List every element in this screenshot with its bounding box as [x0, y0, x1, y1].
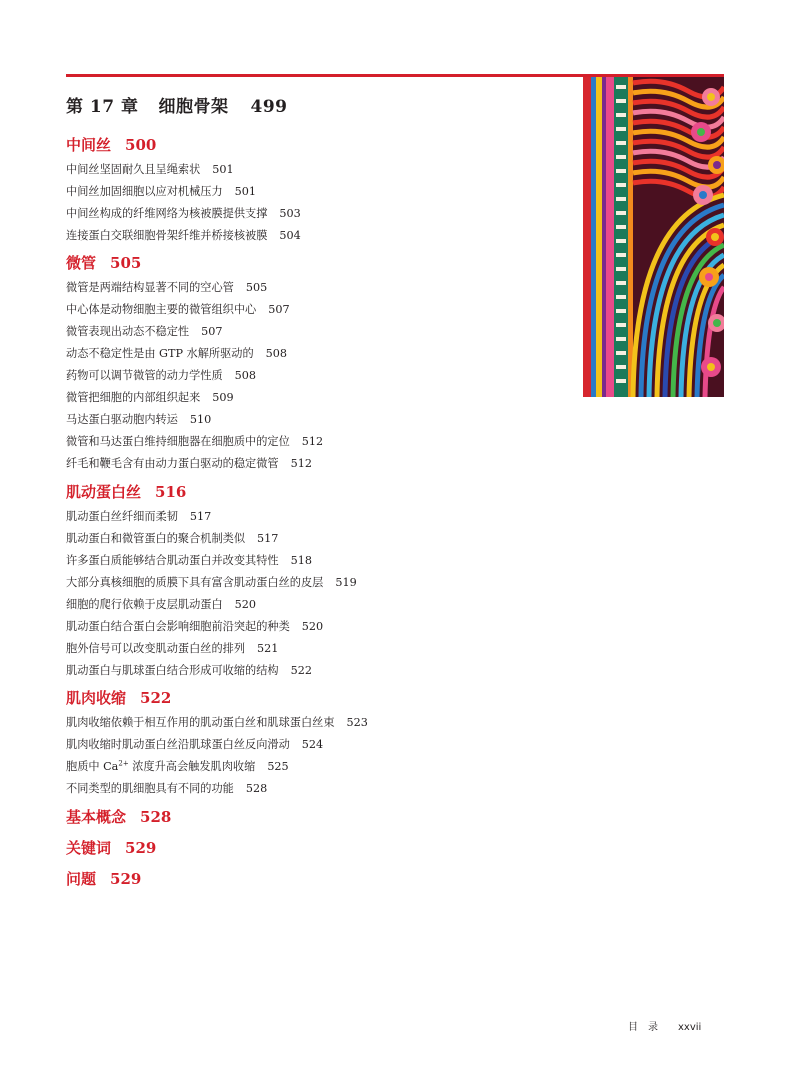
entry-text: 肌动蛋白与肌球蛋白结合形成可收缩的结构: [66, 664, 279, 677]
toc-section[interactable]: [66, 252, 141, 273]
entry-page: 510: [189, 413, 212, 426]
entry-superscript: 2+: [118, 759, 129, 768]
entry-text: 纤毛和鞭毛含有由动力蛋白驱动的稳定微管: [66, 457, 279, 470]
entry-text: 许多蛋白质能够结合肌动蛋白并改变其特性: [66, 554, 279, 567]
section-page: 529: [125, 839, 157, 857]
toc-entry[interactable]: [66, 552, 312, 568]
toc-entry[interactable]: [66, 736, 323, 752]
entry-text: 马达蛋白驱动胞内转运: [66, 413, 178, 426]
section-title: 问题: [66, 870, 97, 888]
entry-text: 肌动蛋白结合蛋白会影响细胞前沿突起的种类: [66, 620, 290, 633]
toc-entry[interactable]: [66, 205, 301, 221]
entry-page: 508: [234, 369, 256, 382]
toc-entry[interactable]: [66, 780, 267, 796]
entry-page: 512: [301, 435, 324, 448]
entry-page: 504: [279, 229, 301, 242]
toc-entry[interactable]: [66, 323, 222, 339]
entry-page: 509: [212, 391, 234, 404]
entry-page: 517: [257, 532, 279, 545]
entry-text: 中间丝加固细胞以应对机械压力: [66, 185, 223, 198]
entry-text: 药物可以调节微管的动力学性质: [66, 369, 223, 382]
footer-page-number: xxvii: [678, 1022, 702, 1033]
toc-entry[interactable]: [66, 640, 278, 656]
section-page: 516: [155, 483, 187, 501]
page-footer: [628, 1018, 701, 1033]
toc-section[interactable]: [66, 837, 156, 858]
entry-page: 519: [335, 576, 357, 589]
entry-page: 501: [234, 185, 256, 198]
section-page: 528: [140, 808, 172, 826]
chapter-title: 细胞骨架: [158, 97, 229, 117]
section-title: 中间丝: [66, 136, 112, 154]
toc-entry[interactable]: [66, 279, 267, 295]
entry-page: 505: [245, 281, 268, 294]
entry-page: 520: [234, 598, 256, 611]
chapter-label: 第 17 章: [66, 97, 139, 117]
entry-page: 503: [279, 207, 301, 220]
toc-entry[interactable]: [66, 301, 290, 317]
entry-text: 浓度升高会触发肌肉收缩: [128, 760, 256, 773]
toc-entry[interactable]: [66, 389, 234, 405]
section-page: 522: [140, 689, 172, 707]
entry-text: 微管表现出动态不稳定性: [66, 325, 190, 338]
entry-text: 中心体是动物细胞主要的微管组织中心: [66, 303, 257, 316]
toc-entry[interactable]: [66, 433, 323, 449]
toc-entry[interactable]: [66, 367, 256, 383]
toc-section[interactable]: [66, 868, 141, 889]
entry-page: 522: [290, 664, 312, 677]
cover-artwork: [583, 77, 724, 397]
toc-entry[interactable]: [66, 758, 289, 774]
entry-page: 507: [201, 325, 223, 338]
entry-text: 胞质中 Ca: [66, 760, 119, 773]
entry-text: 微管是两端结构显著不同的空心管: [66, 281, 234, 294]
entry-page: 521: [257, 642, 279, 655]
section-title: 肌动蛋白丝: [66, 483, 142, 501]
toc-entry[interactable]: [66, 662, 312, 678]
entry-page: 520: [301, 620, 324, 633]
entry-text: 肌动蛋白丝纤细而柔韧: [66, 510, 178, 523]
toc-entry[interactable]: [66, 227, 301, 243]
entry-text: 中间丝构成的纤维网络为核被膜提供支撑: [66, 207, 268, 220]
entry-page: 524: [301, 738, 324, 751]
section-page: 500: [125, 136, 157, 154]
entry-page: 501: [212, 163, 234, 176]
chapter-page: 499: [250, 97, 288, 117]
entry-text: 大部分真核细胞的质膜下具有富含肌动蛋白丝的皮层: [66, 576, 324, 589]
entry-page: 528: [245, 782, 268, 795]
toc-entry[interactable]: [66, 618, 323, 634]
toc-entry[interactable]: [66, 596, 256, 612]
footer-label: 目 录: [628, 1022, 658, 1033]
toc-entry[interactable]: [66, 161, 234, 177]
toc-entry[interactable]: [66, 455, 312, 471]
toc-entry[interactable]: [66, 508, 211, 524]
toc-section[interactable]: [66, 687, 171, 708]
toc-entry[interactable]: [66, 411, 211, 427]
entry-page: 517: [189, 510, 212, 523]
entry-text: 微管把细胞的内部组织起来: [66, 391, 201, 404]
entry-text: 细胞的爬行依赖于皮层肌动蛋白: [66, 598, 223, 611]
toc-section[interactable]: [66, 806, 171, 827]
entry-page: 525: [267, 760, 289, 773]
toc-section[interactable]: [66, 481, 186, 502]
entry-text: 微管和马达蛋白维持细胞器在细胞质中的定位: [66, 435, 290, 448]
entry-text: 肌肉收缩时肌动蛋白丝沿肌球蛋白丝反向滑动: [66, 738, 290, 751]
entry-page: 512: [290, 457, 312, 470]
toc-entry[interactable]: [66, 345, 287, 361]
entry-page: 523: [346, 716, 368, 729]
entry-text: 动态不稳定性是由 GTP 水解所驱动的: [66, 347, 254, 360]
toc-entry[interactable]: [66, 183, 256, 199]
section-page: 505: [110, 254, 142, 272]
entry-page: 507: [268, 303, 290, 316]
entry-text: 胞外信号可以改变肌动蛋白丝的排列: [66, 642, 246, 655]
toc-section[interactable]: [66, 134, 156, 155]
section-page: 529: [110, 870, 142, 888]
toc-entry[interactable]: [66, 714, 368, 730]
section-title: 肌肉收缩: [66, 689, 127, 707]
entry-page: 518: [290, 554, 312, 567]
entry-text: 不同类型的肌细胞具有不同的功能: [66, 782, 234, 795]
section-title: 微管: [66, 254, 97, 272]
entry-text: 中间丝坚固耐久且呈绳索状: [66, 163, 201, 176]
section-title: 基本概念: [66, 808, 127, 826]
toc-entry[interactable]: [66, 574, 357, 590]
toc-entry[interactable]: [66, 530, 278, 546]
entry-text: 连接蛋白交联细胞骨架纤维并桥接核被膜: [66, 229, 268, 242]
entry-page: 508: [265, 347, 288, 360]
entry-text: 肌动蛋白和微管蛋白的聚合机制类似: [66, 532, 246, 545]
chapter-heading: [66, 92, 288, 117]
entry-text: 肌肉收缩依赖于相互作用的肌动蛋白丝和肌球蛋白丝束: [66, 716, 335, 729]
section-title: 关键词: [66, 839, 112, 857]
